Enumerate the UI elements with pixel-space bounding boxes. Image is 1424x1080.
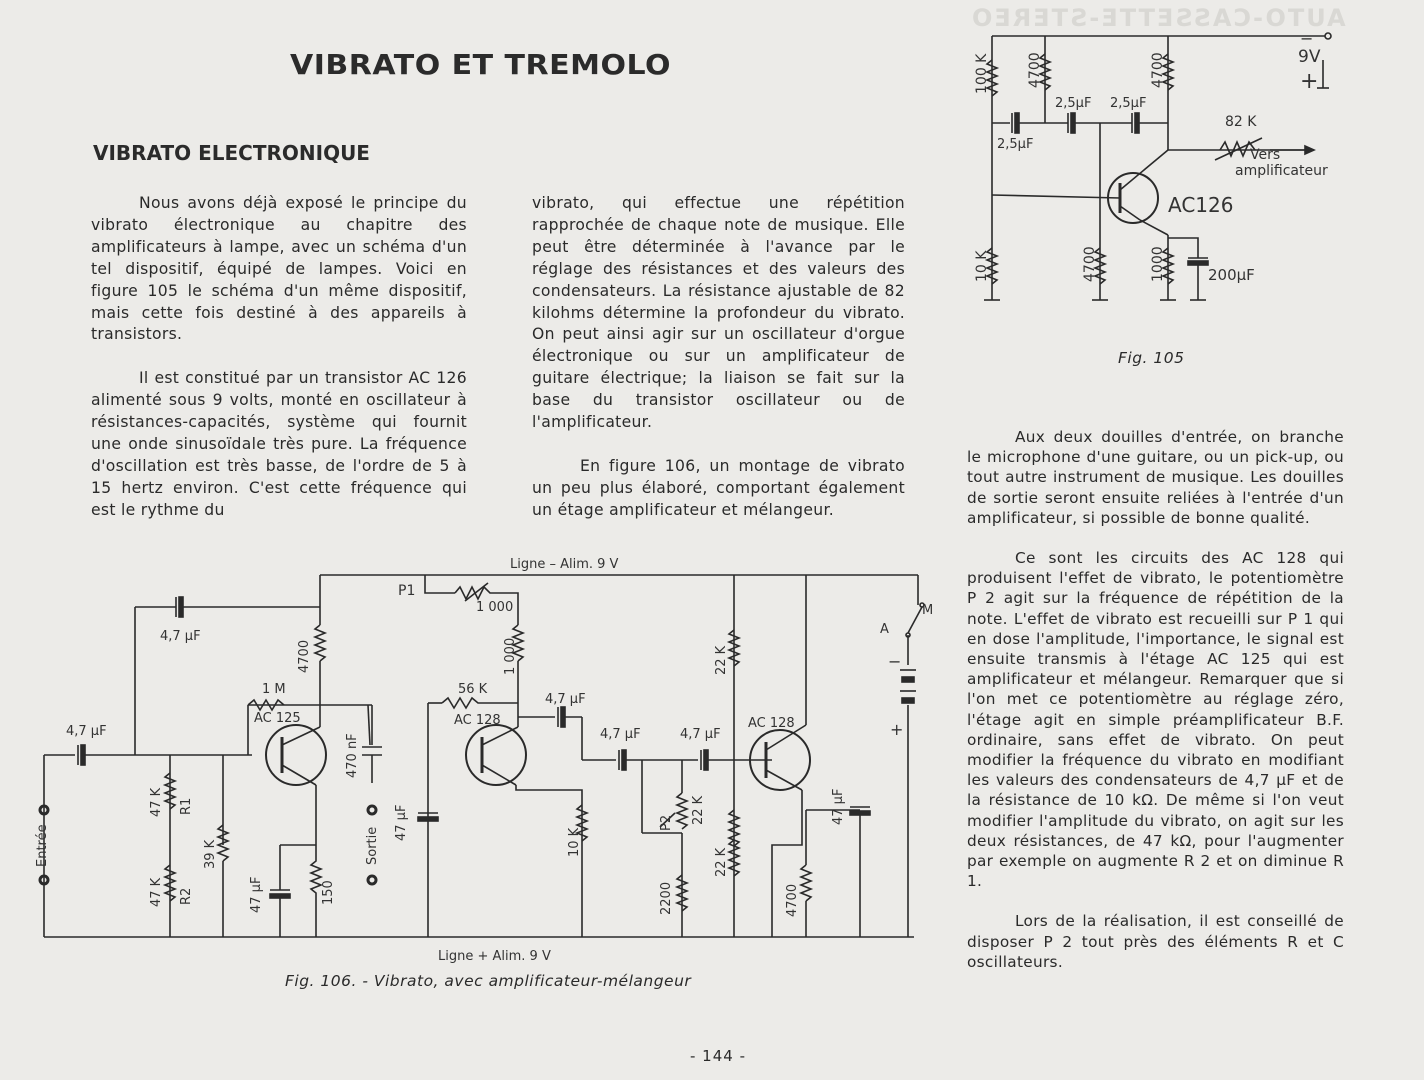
fig106-r47k2: 47 K [149,877,164,907]
fig106-r4700: 4700 [297,639,312,673]
fig105-c25b: 2,5μF [1110,96,1147,111]
fig106-r39k: 39 K [203,839,218,869]
fig106-r56k: 56 K [458,682,488,697]
fig106-caption: Fig. 106. - Vibrato, avec amplificateur-mélangeur [285,972,692,990]
fig106-label-a: A [880,622,889,637]
fig105-r10k: 10 K [974,250,990,282]
fig106-c47d: 4,7 μF [680,727,721,742]
fig106-ac128b: AC 128 [748,716,795,731]
col1-paragraph-1: Nous avons déjà exposé le principe du vibrato électronique au chapitre des amplificateurs à lampe, avec un schéma d'un tel dispositif, équipé de lampes. Voici en figure 105 le schéma d'un même dispositif, mais cette fois destiné à des appareils à transistors. [91,194,467,344]
fig105-r4700c: 4700 [1082,246,1098,282]
fig106-r2: R2 [179,887,194,905]
fig106-ligne-bottom: Ligne + Alim. 9 V [438,949,551,964]
column-1 [91,193,467,544]
fig105-r100k: 100 K [974,53,990,94]
fig105-c25a: 2,5μF [1055,96,1092,111]
figure-105-schematic [950,20,1350,350]
fig106-r1: R1 [179,797,194,815]
fig105-c25c: 2,5μF [997,137,1034,152]
fig105-plus: + [1300,69,1319,94]
fig106-r22kc: 22 K [714,847,729,877]
fig105-r1000: 1000 [1150,246,1166,282]
fig106-r47k1: 47 K [149,787,164,817]
fig106-r1000b: 1 000 [503,637,518,675]
fig105-r4700a: 4700 [1027,52,1043,88]
page-title: VIBRATO ET TREMOLO [290,49,672,82]
fig106-r22kb: 22 K [714,645,729,675]
fig105-r82k: 82 K [1225,114,1257,130]
fig105-vers: Vers [1250,147,1281,163]
bleed-through-heading: AUTO-CASSETTE-STEREO [970,4,1346,32]
page-number: - 144 - [690,1047,746,1065]
fig106-r4700b: 4700 [785,883,800,917]
fig106-r22ka: 22 K [691,795,706,825]
fig106-c47f: 47 μF [394,804,409,841]
fig106-c47a: 4,7 μF [160,629,201,644]
column-2 [532,193,905,544]
fig106-ac128a: AC 128 [454,713,501,728]
fig106-r1m: 1 M [262,682,286,697]
fig106-label-m: M [922,603,934,618]
fig106-p1: P1 [398,583,416,599]
fig106-r10k: 10 K [567,827,582,857]
fig106-entree: Entrée [35,824,50,867]
fig106-minus: − [888,652,902,671]
fig106-ac125: AC 125 [254,711,301,726]
fig106-r2200: 2200 [659,881,674,915]
fig106-c47b: 4,7 μF [545,692,586,707]
column-3 [967,427,1344,994]
section-title: VIBRATO ELECTRONIQUE [93,141,370,165]
fig106-ligne-top: Ligne – Alim. 9 V [510,557,619,572]
fig105-ampli: amplificateur [1235,163,1328,179]
fig105-9v: 9V [1298,47,1321,67]
fig105-minus: − [1300,29,1314,48]
fig106-c470n: 470 nF [345,733,360,778]
figure-106-schematic [30,545,940,970]
col3-paragraph-2: Ce sont les circuits des AC 128 qui produisent l'effet de vibrato, le potentiomètre P 2 agit sur la fréquence de répétition de la note. L'effet de vibrato est recueilli sur P 1 qui en dose l'amplitude, l'importance, le signal est ensuite transmis à l'étage AC 125 qui est amplificateur et mélangeur. Remarquer que si l'on met ce potentiomètre au réglage zéro, l'étage agit en simple préamplificateur B.F. ordinaire, sans effet de vibrato. On peut modifier la fréquence du vibrato en modifiant les valeurs des condensateurs de 4,7 μF et de la résistance de 10 kΩ. De même si l'on veut modifier l'amplitude du vibrato, on agit sur les deux résistances, de 47 kΩ, pour l'augmenter par exemple on augmente R 2 et on diminue R 1. [967,549,1344,891]
fig105-transistor: AC126 [1168,193,1234,217]
fig106-c47e: 47 μF [249,876,264,913]
col2-paragraph-2: En figure 106, un montage de vibrato un peu plus élaboré, comportant également un étage amplificateur et mélangeur. [532,456,905,519]
fig106-p2: P2 [659,814,674,831]
fig105-caption: Fig. 105 [1118,349,1185,367]
fig106-c47g: 47 μF [831,788,846,825]
col3-paragraph-1: Aux deux douilles d'entrée, on branche le microphone d'une guitare, ou un pick-up, ou tout autre instrument de musique. Les douilles de sortie seront ensuite reliées à l'entrée d'un amplificateur, si possible de bonne qualité. [967,428,1344,527]
fig106-r150: 150 [321,880,336,905]
fig106-plus: + [890,720,904,739]
col2-paragraph-1: vibrato, qui effectue une répétition rapprochée de chaque note de musique. Elle peut être déterminée à l'avance par le réglage des résistances et des valeurs des condensateurs. La résistance ajustable de 82 kilohms détermine la profondeur du vibrato. On peut ainsi agir sur un oscillateur d'orgue électronique ou sur un amplificateur de guitare électrique; la liaison se fait sur la base du transistor oscillateur ou de l'amplificateur. [532,194,905,432]
fig105-c200: 200μF [1208,266,1255,284]
fig106-sortie: Sortie [365,826,380,865]
col1-paragraph-2: Il est constitué par un transistor AC 126 alimenté sous 9 volts, monté en oscillateur à résistances-capacités, système qui fournit une onde sinusoïdale très pure. La fréquence d'oscillation est très basse, de l'ordre de 5 à 15 hertz environ. C'est cette fréquence qui est le rythme du [91,369,467,519]
fig106-r1000a: 1 000 [476,600,514,615]
fig106-c47in: 4,7 μF [66,724,107,739]
col3-paragraph-3: Lors de la réalisation, il est conseillé de disposer P 2 tout près des éléments R et C oscillateurs. [967,912,1344,971]
fig106-c47c: 4,7 μF [600,727,641,742]
fig105-r4700b: 4700 [1150,52,1166,88]
